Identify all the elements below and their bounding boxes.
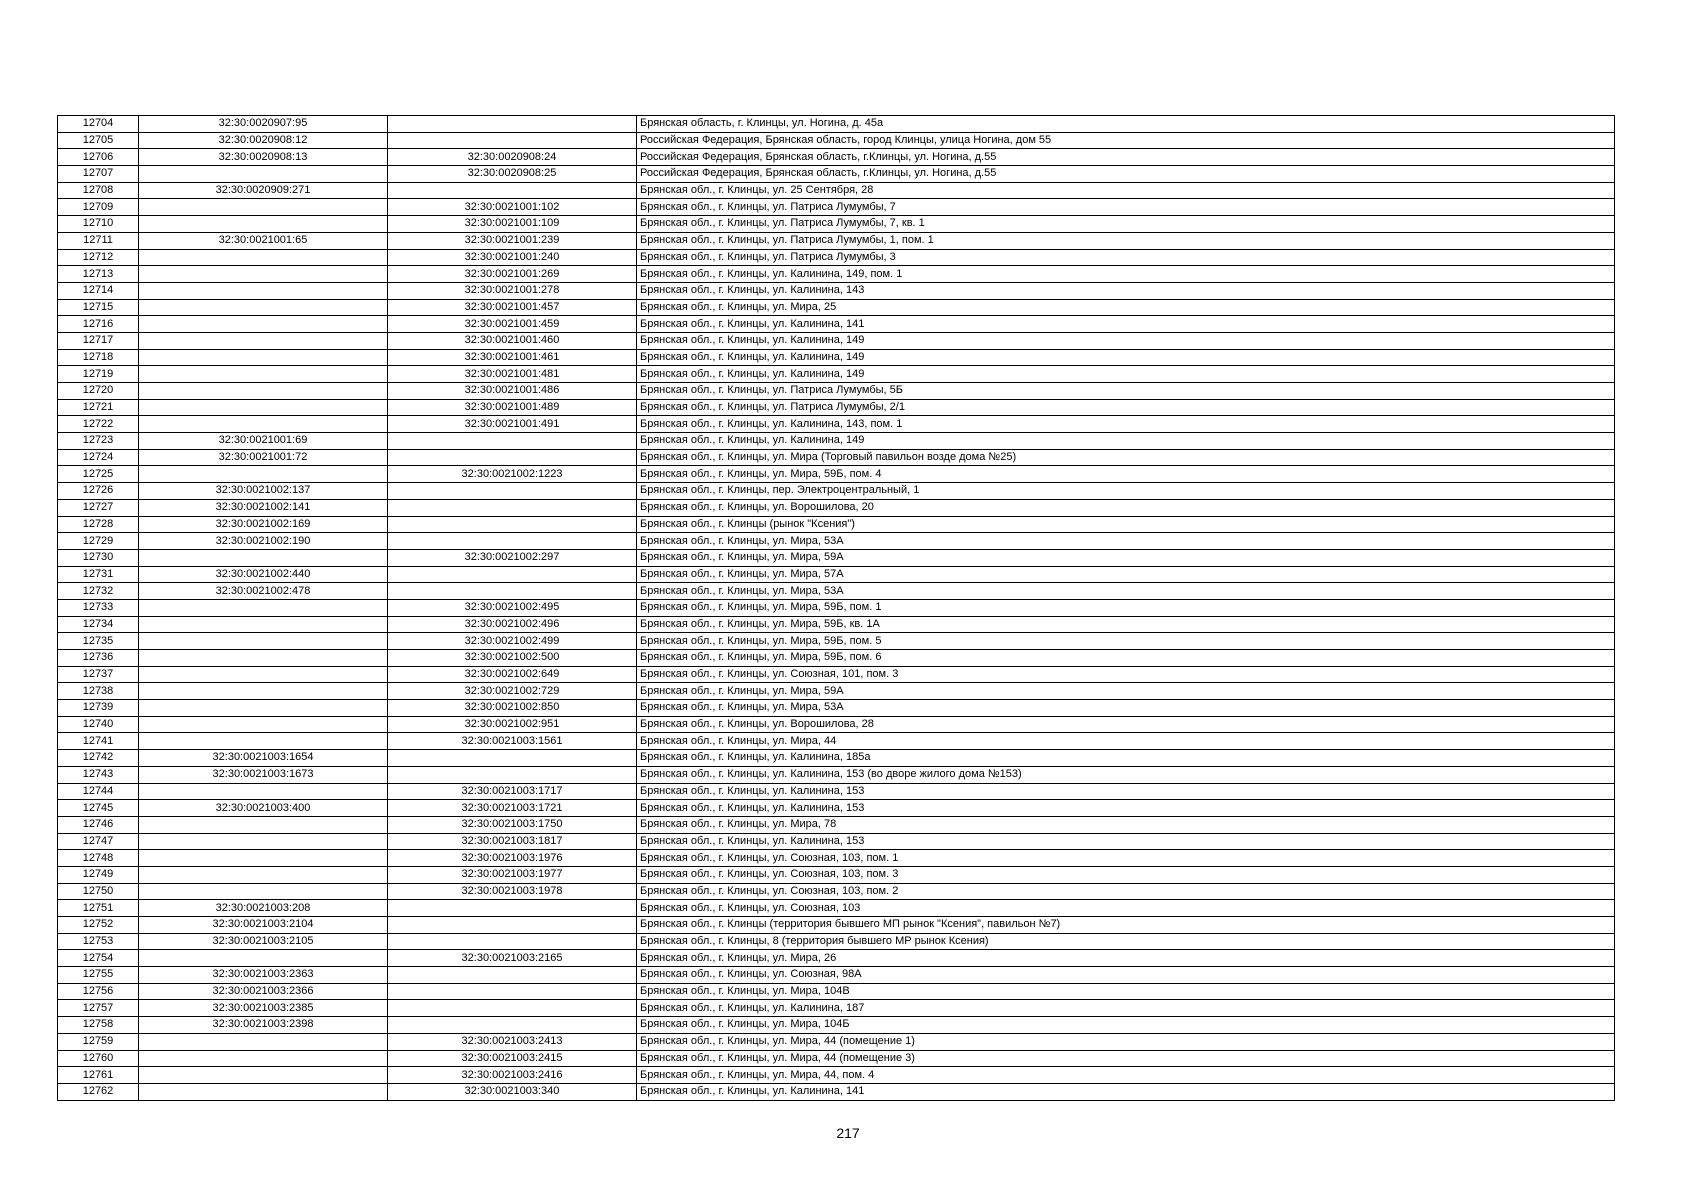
land-cadastral-number-cell [139,850,388,867]
table-row [58,132,1615,149]
table-row [58,449,1615,466]
building-cadastral-number-cell: 32:30:0021001:278 [388,282,637,299]
building-cadastral-number-cell: 32:30:0021001:481 [388,366,637,383]
land-cadastral-number-cell [139,399,388,416]
address-cell: Брянская обл., г. Клинцы, ул. Союзная, 103, пом. 3 [637,866,1615,883]
land-cadastral-number-cell [139,282,388,299]
address-cell: Брянская обл., г. Клинцы, ул. 25 Сентября, 28 [637,182,1615,199]
record-number-cell: 12727 [58,499,139,516]
table-row [58,833,1615,850]
land-cadastral-number-cell [139,633,388,650]
address-cell: Брянская обл., г. Клинцы, ул. Калинина, 153 (во дворе жилого дома №153) [637,766,1615,783]
land-cadastral-number-cell [139,249,388,266]
land-cadastral-number-cell: 32:30:0021002:478 [139,583,388,600]
table-row [58,1067,1615,1084]
table-row [58,366,1615,383]
building-cadastral-number-cell: 32:30:0021002:495 [388,599,637,616]
record-number-cell: 12748 [58,850,139,867]
address-cell: Брянская обл., г. Клинцы, ул. Мира, 53А [637,700,1615,717]
building-cadastral-number-cell: 32:30:0021002:500 [388,650,637,667]
record-number-cell: 12739 [58,700,139,717]
land-cadastral-number-cell: 32:30:0021003:2385 [139,1000,388,1017]
building-cadastral-number-cell: 32:30:0021003:1561 [388,733,637,750]
land-cadastral-number-cell [139,683,388,700]
address-cell: Брянская обл., г. Клинцы, ул. Мира, 57А [637,566,1615,583]
record-number-cell: 12750 [58,883,139,900]
building-cadastral-number-cell [388,1017,637,1034]
address-cell: Брянская обл., г. Клинцы, ул. Мира, 25 [637,299,1615,316]
land-cadastral-number-cell: 32:30:0021001:69 [139,433,388,450]
building-cadastral-number-cell: 32:30:0021003:1750 [388,816,637,833]
building-cadastral-number-cell: 32:30:0021001:491 [388,416,637,433]
record-number-cell: 12724 [58,449,139,466]
address-cell: Брянская обл., г. Клинцы, ул. Калинина, 153 [637,783,1615,800]
table-row [58,583,1615,600]
building-cadastral-number-cell: 32:30:0021001:459 [388,316,637,333]
land-cadastral-number-cell [139,332,388,349]
record-number-cell: 12716 [58,316,139,333]
table-row [58,299,1615,316]
address-cell: Брянская обл., г. Клинцы, ул. Мира, 104Б [637,1017,1615,1034]
land-cadastral-number-cell: 32:30:0021001:65 [139,232,388,249]
building-cadastral-number-cell: 32:30:0021001:240 [388,249,637,266]
table-row [58,983,1615,1000]
table-row [58,766,1615,783]
land-cadastral-number-cell [139,1067,388,1084]
address-cell: Брянская обл., г. Клинцы, ул. Калинина, 149 [637,332,1615,349]
record-number-cell: 12712 [58,249,139,266]
record-number-cell: 12731 [58,566,139,583]
land-cadastral-number-cell: 32:30:0021003:2366 [139,983,388,1000]
land-cadastral-number-cell [139,883,388,900]
land-cadastral-number-cell [139,866,388,883]
record-number-cell: 12709 [58,199,139,216]
building-cadastral-number-cell [388,566,637,583]
address-cell: Брянская обл., г. Клинцы, ул. Ворошилова, 28 [637,716,1615,733]
address-cell: Брянская обл., г. Клинцы, ул. Мира, 104В [637,983,1615,1000]
table-row [58,599,1615,616]
building-cadastral-number-cell: 32:30:0021001:461 [388,349,637,366]
address-cell: Брянская обл., г. Клинцы, ул. Мира, 59Б, пом. 1 [637,599,1615,616]
record-number-cell: 12738 [58,683,139,700]
building-cadastral-number-cell: 32:30:0021001:489 [388,399,637,416]
building-cadastral-number-cell [388,483,637,500]
address-cell: Брянская обл., г. Клинцы, ул. Калинина, 153 [637,800,1615,817]
table-row [58,316,1615,333]
record-number-cell: 12705 [58,132,139,149]
table-row [58,266,1615,283]
table-row [58,566,1615,583]
building-cadastral-number-cell: 32:30:0021003:1717 [388,783,637,800]
land-cadastral-number-cell: 32:30:0021003:1673 [139,766,388,783]
land-cadastral-number-cell: 32:30:0021003:2398 [139,1017,388,1034]
building-cadastral-number-cell: 32:30:0021002:297 [388,549,637,566]
land-cadastral-number-cell: 32:30:0021002:440 [139,566,388,583]
building-cadastral-number-cell: 32:30:0021003:2165 [388,950,637,967]
address-cell: Брянская обл., г. Клинцы, ул. Союзная, 103 [637,900,1615,917]
land-cadastral-number-cell [139,299,388,316]
address-cell: Брянская обл., г. Клинцы, ул. Мира (Торговый павильон возде дома №25) [637,449,1615,466]
record-number-cell: 12740 [58,716,139,733]
building-cadastral-number-cell [388,983,637,1000]
table-row [58,850,1615,867]
land-cadastral-number-cell: 32:30:0021003:400 [139,800,388,817]
table-row [58,683,1615,700]
address-cell: Брянская обл., г. Клинцы, пер. Электроцентральный, 1 [637,483,1615,500]
land-cadastral-number-cell [139,816,388,833]
record-number-cell: 12749 [58,866,139,883]
building-cadastral-number-cell: 32:30:0021002:496 [388,616,637,633]
table-row [58,483,1615,500]
record-number-cell: 12752 [58,917,139,934]
record-number-cell: 12715 [58,299,139,316]
building-cadastral-number-cell: 32:30:0020908:25 [388,166,637,183]
record-number-cell: 12720 [58,383,139,400]
record-number-cell: 12742 [58,750,139,767]
building-cadastral-number-cell [388,750,637,767]
record-number-cell: 12762 [58,1083,139,1100]
record-number-cell: 12734 [58,616,139,633]
record-number-cell: 12741 [58,733,139,750]
address-cell: Брянская обл., г. Клинцы, ул. Патриса Лумумбы, 5Б [637,383,1615,400]
table-row [58,900,1615,917]
land-cadastral-number-cell [139,316,388,333]
building-cadastral-number-cell [388,132,637,149]
table-row [58,349,1615,366]
table-row [58,800,1615,817]
land-cadastral-number-cell [139,466,388,483]
land-cadastral-number-cell [139,1033,388,1050]
building-cadastral-number-cell [388,499,637,516]
land-cadastral-number-cell [139,666,388,683]
address-cell: Брянская обл., г. Клинцы, ул. Мира, 59Б, пом. 6 [637,650,1615,667]
record-number-cell: 12757 [58,1000,139,1017]
building-cadastral-number-cell: 32:30:0021003:1977 [388,866,637,883]
record-number-cell: 12743 [58,766,139,783]
record-number-cell: 12758 [58,1017,139,1034]
land-cadastral-number-cell [139,383,388,400]
record-number-cell: 12753 [58,933,139,950]
building-cadastral-number-cell: 32:30:0021002:729 [388,683,637,700]
record-number-cell: 12711 [58,232,139,249]
building-cadastral-number-cell: 32:30:0021001:239 [388,232,637,249]
record-number-cell: 12760 [58,1050,139,1067]
record-number-cell: 12736 [58,650,139,667]
record-number-cell: 12710 [58,216,139,233]
record-number-cell: 12723 [58,433,139,450]
address-cell: Брянская обл., г. Клинцы, ул. Ворошилова, 20 [637,499,1615,516]
table-row [58,650,1615,667]
table-row [58,182,1615,199]
record-number-cell: 12744 [58,783,139,800]
table-row [58,549,1615,566]
land-cadastral-number-cell: 32:30:0020908:12 [139,132,388,149]
registry-table [57,115,1615,1101]
table-row [58,1017,1615,1034]
land-cadastral-number-cell: 32:30:0021003:2363 [139,967,388,984]
table-row [58,733,1615,750]
table-row [58,282,1615,299]
building-cadastral-number-cell: 32:30:0021003:1976 [388,850,637,867]
address-cell: Брянская обл., г. Клинцы, ул. Мира, 53А [637,583,1615,600]
land-cadastral-number-cell: 32:30:0020909:271 [139,182,388,199]
table-row [58,883,1615,900]
address-cell: Брянская обл., г. Клинцы, ул. Патриса Лумумбы, 1, пом. 1 [637,232,1615,249]
address-cell: Брянская обл., г. Клинцы, ул. Союзная, 103, пом. 2 [637,883,1615,900]
record-number-cell: 12713 [58,266,139,283]
table-row [58,816,1615,833]
land-cadastral-number-cell [139,549,388,566]
record-number-cell: 12754 [58,950,139,967]
address-cell: Брянская обл., г. Клинцы, ул. Калинина, 149 [637,433,1615,450]
address-cell: Брянская обл., г. Клинцы, ул. Патриса Лумумбы, 7, кв. 1 [637,216,1615,233]
record-number-cell: 12722 [58,416,139,433]
address-cell: Брянская обл., г. Клинцы, ул. Калинина, 143 [637,282,1615,299]
address-cell: Брянская обл., г. Клинцы, ул. Мира, 44, пом. 4 [637,1067,1615,1084]
table-row [58,232,1615,249]
address-cell: Брянская обл., г. Клинцы, ул. Мира, 44 (помещение 3) [637,1050,1615,1067]
table-row [58,967,1615,984]
table-row [58,332,1615,349]
table-row [58,216,1615,233]
table-row [58,1083,1615,1100]
record-number-cell: 12761 [58,1067,139,1084]
building-cadastral-number-cell: 32:30:0021003:1978 [388,883,637,900]
table-row [58,616,1615,633]
address-cell: Брянская обл., г. Клинцы, ул. Мира, 53А [637,533,1615,550]
address-cell: Брянская обл., г. Клинцы, ул. Мира, 59А [637,549,1615,566]
building-cadastral-number-cell [388,449,637,466]
building-cadastral-number-cell: 32:30:0021002:1223 [388,466,637,483]
table-row [58,383,1615,400]
record-number-cell: 12729 [58,533,139,550]
record-number-cell: 12751 [58,900,139,917]
land-cadastral-number-cell [139,216,388,233]
land-cadastral-number-cell: 32:30:0021002:137 [139,483,388,500]
building-cadastral-number-cell: 32:30:0021003:2416 [388,1067,637,1084]
address-cell: Брянская обл., г. Клинцы, ул. Калинина, 149 [637,349,1615,366]
table-row [58,1000,1615,1017]
address-cell: Брянская обл., г. Клинцы, ул. Мира, 78 [637,816,1615,833]
record-number-cell: 12728 [58,516,139,533]
land-cadastral-number-cell [139,166,388,183]
table-row [58,533,1615,550]
table-row [58,1033,1615,1050]
table-row [58,633,1615,650]
land-cadastral-number-cell: 32:30:0021002:141 [139,499,388,516]
address-cell: Брянская обл., г. Клинцы, ул. Мира, 59Б, пом. 4 [637,466,1615,483]
address-cell: Брянская обл., г. Клинцы, 8 (территория бывшего МР рынок Ксения) [637,933,1615,950]
land-cadastral-number-cell [139,199,388,216]
record-number-cell: 12708 [58,182,139,199]
address-cell: Брянская обл., г. Клинцы, ул. Союзная, 103, пом. 1 [637,850,1615,867]
land-cadastral-number-cell [139,349,388,366]
table-row [58,933,1615,950]
land-cadastral-number-cell: 32:30:0021002:169 [139,516,388,533]
land-cadastral-number-cell [139,783,388,800]
building-cadastral-number-cell: 32:30:0020908:24 [388,149,637,166]
record-number-cell: 12746 [58,816,139,833]
land-cadastral-number-cell [139,416,388,433]
table-row [58,866,1615,883]
building-cadastral-number-cell: 32:30:0021001:269 [388,266,637,283]
address-cell: Российская Федерация, Брянская область, г.Клинцы, ул. Ногина, д.55 [637,166,1615,183]
table-row [58,783,1615,800]
building-cadastral-number-cell: 32:30:0021002:499 [388,633,637,650]
record-number-cell: 12726 [58,483,139,500]
address-cell: Брянская обл., г. Клинцы, ул. Мира, 26 [637,950,1615,967]
building-cadastral-number-cell: 32:30:0021002:649 [388,666,637,683]
table-row [58,716,1615,733]
land-cadastral-number-cell: 32:30:0021002:190 [139,533,388,550]
address-cell: Брянская обл., г. Клинцы, ул. Мира, 44 [637,733,1615,750]
record-number-cell: 12730 [58,549,139,566]
record-number-cell: 12735 [58,633,139,650]
record-number-cell: 12747 [58,833,139,850]
address-cell: Брянская обл., г. Клинцы, ул. Калинина, 149 [637,366,1615,383]
record-number-cell: 12756 [58,983,139,1000]
building-cadastral-number-cell: 32:30:0021003:2413 [388,1033,637,1050]
land-cadastral-number-cell [139,366,388,383]
address-cell: Брянская обл., г. Клинцы, ул. Калинина, 149, пом. 1 [637,266,1615,283]
land-cadastral-number-cell: 32:30:0021003:2104 [139,917,388,934]
land-cadastral-number-cell [139,950,388,967]
building-cadastral-number-cell [388,516,637,533]
land-cadastral-number-cell [139,700,388,717]
record-number-cell: 12704 [58,116,139,133]
building-cadastral-number-cell: 32:30:0021003:340 [388,1083,637,1100]
address-cell: Брянская обл., г. Клинцы, ул. Калинина, 153 [637,833,1615,850]
building-cadastral-number-cell: 32:30:0021003:1721 [388,800,637,817]
land-cadastral-number-cell: 32:30:0021003:208 [139,900,388,917]
table-row [58,466,1615,483]
building-cadastral-number-cell [388,182,637,199]
record-number-cell: 12707 [58,166,139,183]
record-number-cell: 12714 [58,282,139,299]
address-cell: Брянская обл., г. Клинцы, ул. Мира, 59Б, кв. 1А [637,616,1615,633]
record-number-cell: 12706 [58,149,139,166]
record-number-cell: 12733 [58,599,139,616]
building-cadastral-number-cell [388,583,637,600]
building-cadastral-number-cell: 32:30:0021001:457 [388,299,637,316]
table-row [58,166,1615,183]
land-cadastral-number-cell: 32:30:0020907:95 [139,116,388,133]
table-row [58,516,1615,533]
building-cadastral-number-cell: 32:30:0021001:102 [388,199,637,216]
building-cadastral-number-cell [388,933,637,950]
building-cadastral-number-cell [388,1000,637,1017]
building-cadastral-number-cell [388,116,637,133]
address-cell: Брянская обл., г. Клинцы, ул. Калинина, 185а [637,750,1615,767]
building-cadastral-number-cell: 32:30:0021001:109 [388,216,637,233]
address-cell: Брянская обл., г. Клинцы, ул. Патриса Лумумбы, 7 [637,199,1615,216]
land-cadastral-number-cell [139,266,388,283]
record-number-cell: 12717 [58,332,139,349]
address-cell: Российская Федерация, Брянская область, город Клинцы, улица Ногина, дом 55 [637,132,1615,149]
address-cell: Брянская область, г. Клинцы, ул. Ногина, д. 45а [637,116,1615,133]
address-cell: Брянская обл., г. Клинцы, ул. Мира, 59Б, пом. 5 [637,633,1615,650]
building-cadastral-number-cell [388,766,637,783]
building-cadastral-number-cell [388,917,637,934]
table-row [58,199,1615,216]
land-cadastral-number-cell [139,833,388,850]
table-row [58,116,1615,133]
address-cell: Брянская обл., г. Клинцы, ул. Патриса Лумумбы, 3 [637,249,1615,266]
building-cadastral-number-cell [388,967,637,984]
table-row [58,750,1615,767]
address-cell: Брянская обл., г. Клинцы (территория бывшего МП рынок "Ксения", павильон №7) [637,917,1615,934]
building-cadastral-number-cell: 32:30:0021003:2415 [388,1050,637,1067]
table-row [58,149,1615,166]
building-cadastral-number-cell: 32:30:0021003:1817 [388,833,637,850]
registry-body [58,116,1615,1101]
land-cadastral-number-cell [139,1050,388,1067]
land-cadastral-number-cell: 32:30:0021001:72 [139,449,388,466]
page-number: 217 [836,1125,860,1141]
building-cadastral-number-cell: 32:30:0021002:951 [388,716,637,733]
table-row [58,416,1615,433]
table-row [58,399,1615,416]
address-cell: Брянская обл., г. Клинцы, ул. Калинина, 141 [637,316,1615,333]
address-cell: Брянская обл., г. Клинцы, ул. Мира, 59А [637,683,1615,700]
land-cadastral-number-cell [139,716,388,733]
land-cadastral-number-cell [139,650,388,667]
record-number-cell: 12725 [58,466,139,483]
land-cadastral-number-cell [139,1083,388,1100]
address-cell: Брянская обл., г. Клинцы, ул. Калинина, 143, пом. 1 [637,416,1615,433]
address-cell: Брянская обл., г. Клинцы, ул. Союзная, 98А [637,967,1615,984]
record-number-cell: 12745 [58,800,139,817]
address-cell: Брянская обл., г. Клинцы (рынок "Ксения") [637,516,1615,533]
land-cadastral-number-cell [139,599,388,616]
table-row [58,666,1615,683]
record-number-cell: 12759 [58,1033,139,1050]
land-cadastral-number-cell: 32:30:0021003:2105 [139,933,388,950]
address-cell: Брянская обл., г. Клинцы, ул. Мира, 44 (помещение 1) [637,1033,1615,1050]
table-row [58,249,1615,266]
table-row [58,917,1615,934]
address-cell: Российская Федерация, Брянская область, г.Клинцы, ул. Ногина, д.55 [637,149,1615,166]
land-cadastral-number-cell [139,616,388,633]
record-number-cell: 12721 [58,399,139,416]
building-cadastral-number-cell [388,900,637,917]
address-cell: Брянская обл., г. Клинцы, ул. Союзная, 101, пом. 3 [637,666,1615,683]
record-number-cell: 12732 [58,583,139,600]
table-row [58,1050,1615,1067]
land-cadastral-number-cell: 32:30:0020908:13 [139,149,388,166]
building-cadastral-number-cell [388,533,637,550]
building-cadastral-number-cell [388,433,637,450]
record-number-cell: 12719 [58,366,139,383]
table-row [58,950,1615,967]
land-cadastral-number-cell [139,733,388,750]
address-cell: Брянская обл., г. Клинцы, ул. Патриса Лумумбы, 2/1 [637,399,1615,416]
address-cell: Брянская обл., г. Клинцы, ул. Калинина, 187 [637,1000,1615,1017]
table-row [58,700,1615,717]
table-row [58,499,1615,516]
record-number-cell: 12737 [58,666,139,683]
record-number-cell: 12755 [58,967,139,984]
building-cadastral-number-cell: 32:30:0021001:460 [388,332,637,349]
table-row [58,433,1615,450]
building-cadastral-number-cell: 32:30:0021001:486 [388,383,637,400]
building-cadastral-number-cell: 32:30:0021002:850 [388,700,637,717]
land-cadastral-number-cell: 32:30:0021003:1654 [139,750,388,767]
record-number-cell: 12718 [58,349,139,366]
address-cell: Брянская обл., г. Клинцы, ул. Калинина, 141 [637,1083,1615,1100]
